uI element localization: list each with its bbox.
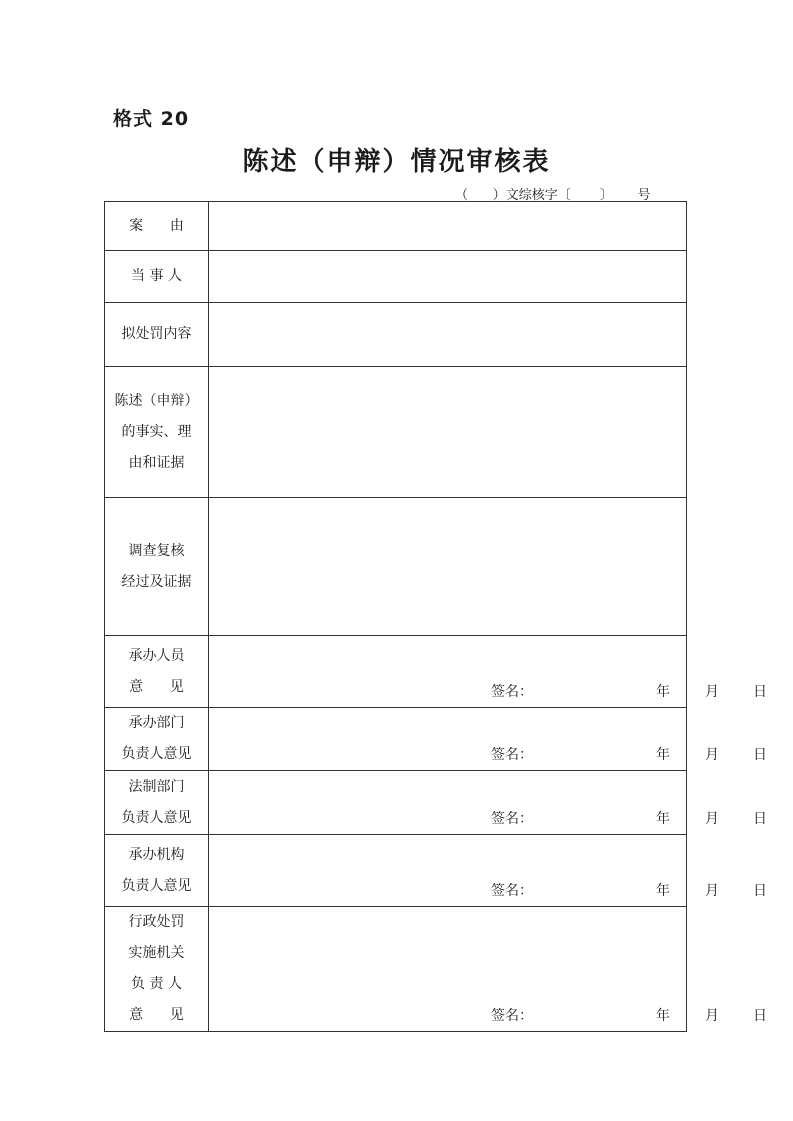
signature-line	[209, 1005, 767, 1024]
signature-line	[209, 744, 767, 763]
row-label-proposed-penalty	[105, 303, 209, 367]
row-label-dept-head-opinion	[105, 708, 209, 771]
month-label: 月	[705, 811, 719, 827]
month-label: 月	[705, 747, 719, 763]
signature-label: 签名：	[491, 883, 533, 899]
label-line: 意 见	[129, 1007, 184, 1023]
label-line: 经过及证据	[121, 573, 192, 590]
row-label-enforcement-head-opinion	[105, 907, 209, 1032]
label-line: 承办机构	[128, 846, 185, 863]
day-label: 日	[753, 811, 767, 827]
day-label: 日	[753, 883, 767, 899]
statement-facts-field[interactable]	[209, 367, 687, 498]
format-label: 格式 20	[113, 108, 190, 130]
table-row	[105, 251, 687, 303]
month-label: 月	[705, 883, 719, 899]
month-label: 月	[705, 684, 719, 700]
signature-line	[209, 808, 767, 827]
page-title: 陈述（申辩）情况审核表	[242, 147, 551, 177]
label-line: 承办部门	[128, 715, 185, 731]
label-line: 行政处罚	[128, 914, 185, 930]
table-row	[105, 636, 687, 708]
case-cause-field[interactable]	[209, 202, 687, 251]
label-line: 实施机关	[128, 945, 185, 961]
table-row	[105, 303, 687, 367]
day-label: 日	[753, 684, 767, 700]
year-label: 年	[656, 684, 670, 700]
review-form-table	[104, 201, 767, 1032]
table-row	[105, 708, 687, 771]
day-label: 日	[753, 1008, 767, 1024]
signature-label: 签名：	[491, 684, 533, 700]
label-line: 的事实、理	[121, 423, 192, 440]
row-label-review-process	[105, 498, 209, 636]
label-line: 拟处罚内容	[121, 326, 192, 342]
table-row	[105, 498, 687, 636]
agency-head-opinion-field[interactable]	[209, 835, 767, 907]
year-label: 年	[656, 811, 670, 827]
label-line: 负责人意见	[121, 809, 192, 826]
label-line: 承办人员	[128, 647, 185, 664]
document-number: （ ）文综核字〔 〕 号	[455, 188, 651, 203]
label-line: 意 见	[129, 678, 184, 695]
table-row	[105, 771, 687, 835]
row-label-case-cause	[105, 202, 209, 251]
signature-label: 签名：	[491, 747, 533, 763]
label-line: 调查复核	[128, 542, 185, 559]
label-line: 负责人意见	[121, 746, 192, 762]
enforcement-head-opinion-field[interactable]	[209, 907, 767, 1032]
review-process-field[interactable]	[209, 498, 687, 636]
handler-opinion-field[interactable]	[209, 636, 767, 708]
proposed-penalty-field[interactable]	[209, 303, 687, 367]
table-row	[105, 907, 687, 1032]
legal-dept-opinion-field[interactable]	[209, 771, 767, 835]
row-label-agency-head-opinion	[105, 835, 209, 907]
label-line: 法制部门	[128, 778, 185, 795]
row-label-statement-facts	[105, 367, 209, 498]
label-line: 负责人意见	[121, 877, 192, 894]
row-label-legal-dept-opinion	[105, 771, 209, 835]
row-label-handler-opinion	[105, 636, 209, 708]
signature-line	[209, 880, 767, 899]
day-label: 日	[753, 747, 767, 763]
signature-label: 签名：	[491, 1008, 533, 1024]
label-line: 由和证据	[128, 454, 185, 471]
year-label: 年	[656, 883, 670, 899]
dept-head-opinion-field[interactable]	[209, 708, 767, 771]
row-label-party	[105, 251, 209, 303]
party-field[interactable]	[209, 251, 687, 303]
label-line: 负 责 人	[131, 976, 182, 992]
table-row	[105, 835, 687, 907]
signature-line	[209, 681, 767, 700]
table-row	[105, 367, 687, 498]
label-line: 陈述（申辩）	[114, 392, 199, 409]
year-label: 年	[656, 747, 670, 763]
year-label: 年	[656, 1008, 670, 1024]
month-label: 月	[705, 1008, 719, 1024]
signature-label: 签名：	[491, 811, 533, 827]
label-line: 案 由	[129, 217, 184, 234]
label-line: 当 事 人	[131, 268, 182, 284]
table-row	[105, 202, 687, 251]
